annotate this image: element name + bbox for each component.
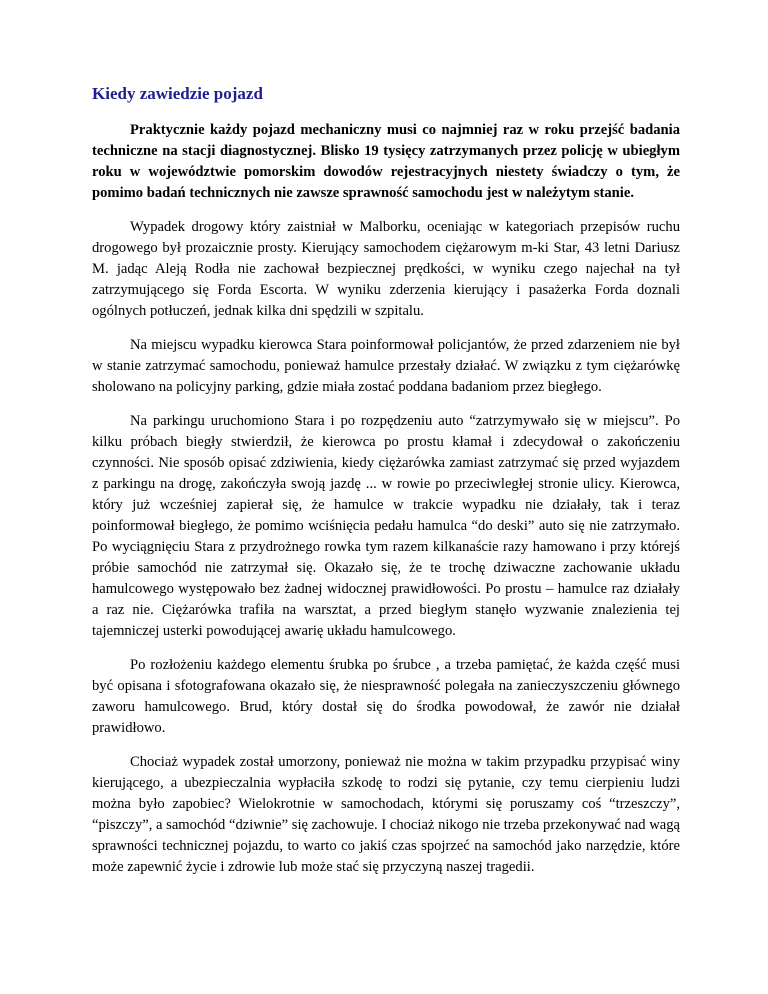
body-paragraph: Na miejscu wypadku kierowca Stara poinformował policjantów, że przed zdarzeniem nie był w stanie zatrzymać samochodu, ponieważ hamulce przestały działać. W związku z tym ciężarówkę sholowano na policyjny parking, gdzie miała zostać poddana badaniom przez biegłego. xyxy=(92,337,680,395)
body-paragraph: Chociaż wypadek został umorzony, ponieważ nie można w takim przypadku przypisać winy kierującego, a ubezpieczalnia wypłaciła szkodę to rodzi się pytanie, czy temu cierpieniu ludzi można było zapobiec? Wielokrotnie w samochodach, którymi się poruszamy coś “trzeszczy”, “piszczy”, a samochód “dziwnie” się zachowuje. I chociaż nikogo nie trzeba przekonywać nad wagą sprawności technicznej pojazdu, to warto co jakiś czas spojrzeć na samochód jako narzędzie, które może zapewnić życie i zdrowie lub może stać się przyczyną naszej tragedii. xyxy=(92,754,680,875)
lead-paragraph: Praktycznie każdy pojazd mechaniczny musi co najmniej raz w roku przejść badania techniczne na stacji diagnostycznej. Blisko 19 tysięcy zatrzymanych przez policję w ubiegłym roku w województwie pomorskim dowodów rejestracyjnych niestety świadczy o tym, że pomimo badań technicznych nie zawsze sprawność samochodu jest w należytym stanie. xyxy=(92,122,680,201)
document-page xyxy=(92,84,680,891)
article-title: Kiedy zawiedzie pojazd xyxy=(92,84,263,103)
body-paragraph: Wypadek drogowy który zaistniał w Malborku, oceniając w kategoriach przepisów ruchu drogowego był prozaicznie prosty. Kierujący samochodem ciężarowym m-ki Star, 43 letni Dariusz M. jadąc Aleją Rodła nie zachował bezpiecznej prędkości, w wyniku czego najechał na tył zatrzymującego się Forda Escorta. W wyniku zderzenia kierujący i pasażerka Forda doznali ogólnych potłuczeń, jednak kilka dni spędzili w szpitalu. xyxy=(92,219,680,319)
body-paragraph: Po rozłożeniu każdego elementu śrubka po śrubce , a trzeba pamiętać, że każda część musi być opisana i sfotografowana okazało się, że niesprawność polegała na zanieczyszczeniu głównego zaworu hamulcowego. Brud, który dostał się do środka powodował, że zawór nie działał prawidłowo. xyxy=(92,657,680,736)
body-paragraph: Na parkingu uruchomiono Stara i po rozpędzeniu auto “zatrzymywało się w miejscu”. Po kilku próbach biegły stwierdził, że kierowca po prostu kłamał i zdecydował o zakończeniu czynności. Nie sposób opisać zdziwienia, kiedy ciężarówka zamiast zatrzymać się przed wyjazdem z parkingu na drogę, zakończyła swoją jazdę ... w rowie po przeciwległej stronie ulicy. Kierowca, który już wcześniej zapierał się, że hamulce w trakcie wypadku nie działały, tak i teraz poinformował biegłego, że pomimo wciśnięcia pedału hamulca “do deski” auto się nie zatrzymało. Po wyciągnięciu Stara z przydrożnego rowka tym razem kilkanaście razy hamowano i przy którejś próbie samochód nie zatrzymał się. Okazało się, że te trochę dziwaczne zachowanie układu hamulcowego występowało bez żadnej widocznej prawidłowości. Po prostu – hamulce raz działały a raz nie. Ciężarówka trafiła na warsztat, a przed biegłym stanęło wyzwanie znalezienia tej tajemniczej usterki powodującej awarię układu hamulcowego. xyxy=(92,413,680,639)
